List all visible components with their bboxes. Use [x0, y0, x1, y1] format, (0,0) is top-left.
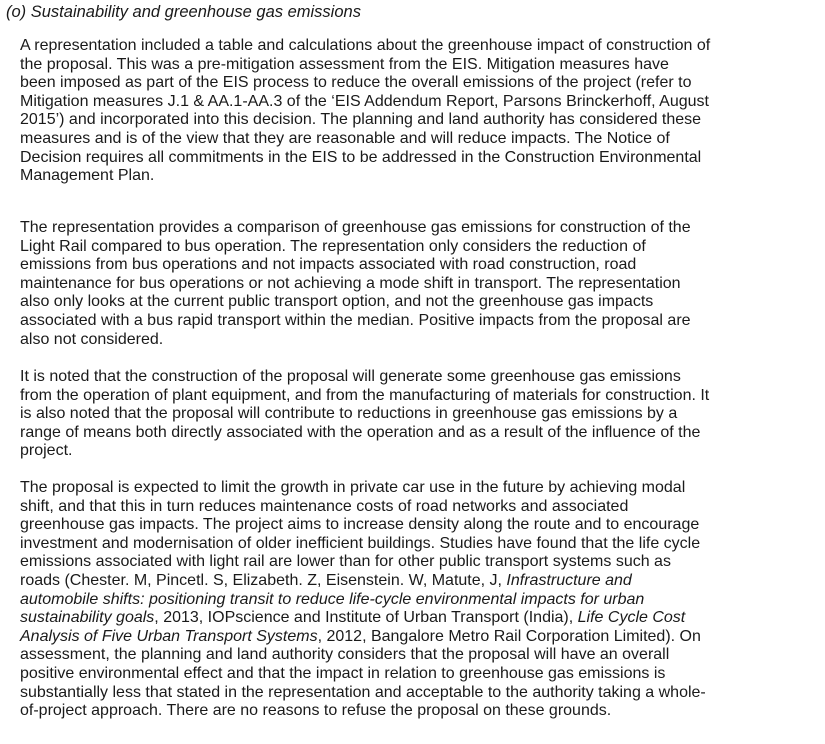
text-line: 2015’) and incorporated into this decision. The planning and land authority has considered these	[20, 111, 702, 129]
citation-title: sustainability goals	[20, 609, 155, 627]
text-line: The representation provides a comparison of greenhouse gas emissions for construction of the	[20, 219, 691, 236]
text-line: positive environmental effect and that the impact in relation to greenhouse gas emissions is	[20, 664, 666, 682]
text-line: Light Rail compared to bus operation. The representation only considers the reduction of	[20, 237, 646, 255]
text-line: range of means both directly associated with the operation and as a result of the influence of the	[20, 423, 701, 441]
text-line: investment and modernisation of older inefficient buildings. Studies have found that the life cycle	[20, 534, 701, 552]
citation-line	[20, 609, 820, 628]
text-line: been imposed as part of the EIS process to reduce the overall emissions of the project (refer to	[20, 74, 692, 92]
text-line: also only looks at the current public transport option, and not the greenhouse gas impacts	[20, 293, 654, 311]
text-line: maintenance for bus operations or not achieving a mode shift in transport. The representation	[20, 274, 681, 292]
text-line: A representation included a table and calculations about the greenhouse impact of construction of	[20, 37, 711, 54]
text-line: Decision requires all commitments in the EIS to be addressed in the Construction Environmental	[20, 148, 702, 166]
paragraph-mitigation	[20, 37, 820, 186]
text-line: also not considered.	[20, 330, 164, 348]
text-line: assessment, the planning and land authority considers that the proposal will have an overall	[20, 646, 670, 664]
text-line: emissions from bus operations and not impacts associated with road construction, road	[20, 256, 637, 274]
text-line: associated with a bus rapid transport within the median. Positive impacts from the proposal are	[20, 311, 691, 329]
text-line: substantially less that stated in the representation and acceptable to the authority taking a whole-	[20, 683, 706, 701]
text-line: shift, and that this in turn reduces maintenance costs of road networks and associated	[20, 497, 629, 515]
text-line: It is noted that the construction of the proposal will generate some greenhouse gas emissions	[20, 368, 681, 385]
text-line: measures and is of the view that they are reasonable and will reduce impacts. The Notice of	[20, 129, 670, 147]
citation-line	[20, 591, 820, 610]
text-line: from the operation of plant equipment, and from the manufacturing of materials for construction. It	[20, 386, 710, 404]
citation-title: automobile shifts: positioning transit to reduce life-cycle environmental impacts for urban	[20, 590, 645, 608]
text-line: of-project approach. There are no reasons to refuse the proposal on these grounds.	[20, 702, 612, 720]
text-line: Mitigation measures J.1 & AA.1-AA.3 of the ‘EIS Addendum Report, Parsons Brinckerhoff, August	[20, 92, 709, 110]
paragraph-modal-shift	[20, 479, 820, 721]
citation-source: , 2012, Bangalore Metro Rail Corporation Limited). On	[317, 627, 701, 645]
text-line: emissions associated with light rail are lower than for other public transport systems such as	[20, 553, 671, 571]
text-line: is also noted that the proposal will contribute to reductions in greenhouse gas emissions by a	[20, 405, 678, 423]
citation-title: Life Cycle Cost	[577, 609, 686, 627]
paragraph-construction	[20, 368, 820, 461]
text-line: Management Plan.	[20, 167, 155, 185]
text-line: project.	[20, 442, 73, 460]
text-line: The proposal is expected to limit the growth in private car use in the future by achieving modal	[20, 479, 686, 496]
citation-source: , 2013, IOPscience and Institute of Urban Transport (India),	[154, 609, 578, 627]
section-heading: (o) Sustainability and greenhouse gas emissions	[6, 3, 361, 21]
text-line: greenhouse gas impacts. The project aims to increase density along the route and to encourage	[20, 516, 700, 534]
text-line: the proposal. This was a pre-mitigation assessment from the EIS. Mitigation measures have	[20, 55, 669, 73]
citation-title: Infrastructure and	[506, 571, 632, 589]
citation-title: Analysis of Five Urban Transport Systems	[20, 627, 318, 645]
citation-line	[20, 572, 820, 591]
citation-line	[20, 628, 820, 647]
paragraph-comparison	[20, 219, 820, 349]
citation-authors: roads (Chester. M, Pincetl. S, Elizabeth. Z, Eisenstein. W, Matute, J,	[20, 571, 507, 589]
